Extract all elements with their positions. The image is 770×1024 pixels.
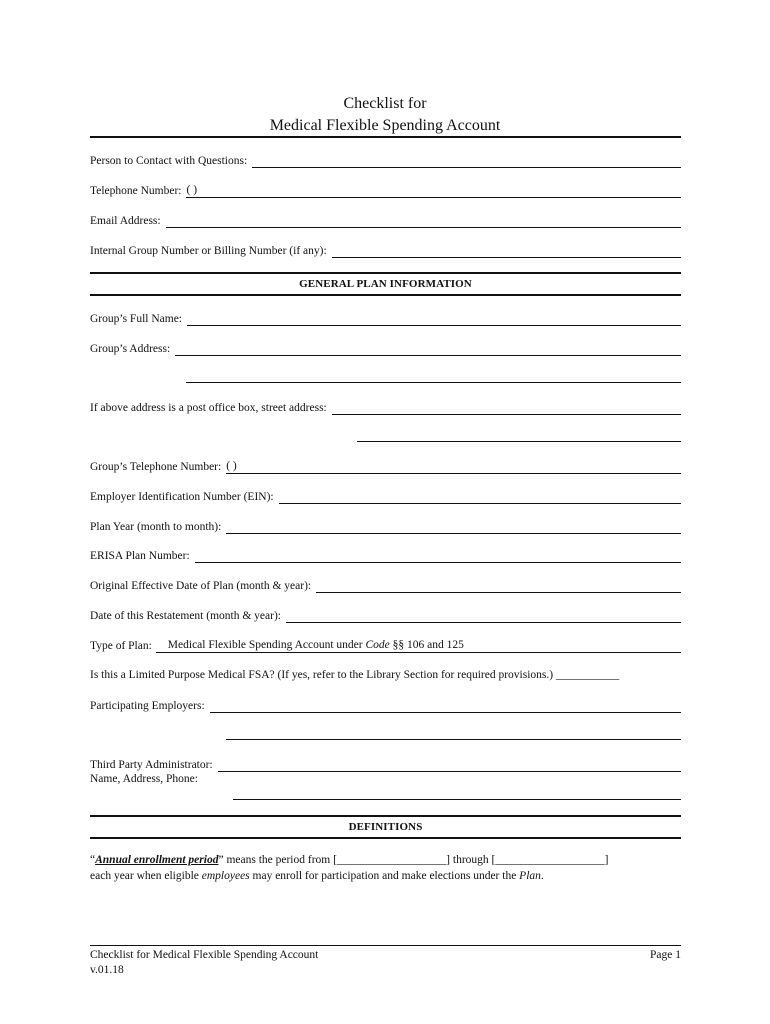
group-telephone-field (90, 458, 681, 474)
definition-text-pre: each year when eligible (90, 870, 202, 882)
footer-document-title: Checklist for Medical Flexible Spending Account (90, 949, 319, 961)
annual-enrollment-term: Annual enrollment period (95, 854, 219, 866)
participating-employers-label: Participating Employers: (90, 700, 205, 712)
quote-open: “ (90, 854, 96, 866)
ein-input-line[interactable] (279, 490, 681, 504)
original-effective-date-field (90, 577, 681, 593)
tpa-label-line2: Name, Address, Phone: (90, 773, 198, 785)
erisa-plan-number-label: ERISA Plan Number: (90, 550, 190, 562)
tpa-field (90, 756, 681, 772)
contact-person-field (90, 152, 681, 168)
type-of-plan-value (168, 639, 464, 652)
type-of-plan-label: Type of Plan: (90, 640, 152, 652)
limited-purpose-fsa-question: Is this a Limited Purpose Medical FSA? (If yes, refer to the Library Section for required provisions.) ___________ (90, 669, 620, 681)
po-box-street-input-line[interactable] (332, 401, 681, 415)
definition-employees-term: employees (201, 870, 250, 882)
ein-label: Employer Identification Number (EIN): (90, 491, 274, 503)
group-full-name-label: Group’s Full Name: (90, 313, 182, 325)
group-address-label: Group’s Address: (90, 343, 171, 355)
footer-page-number: Page 1 (650, 949, 681, 961)
po-box-street-input-line-2[interactable] (357, 441, 681, 442)
email-field (90, 212, 681, 228)
telephone-label: Telephone Number: (90, 185, 182, 197)
type-of-plan-value-post: §§ 106 and 125 (389, 639, 464, 651)
group-number-label: Internal Group Number or Billing Number (if any): (90, 245, 327, 257)
telephone-input-line[interactable] (186, 184, 681, 198)
general-plan-info-heading: GENERAL PLAN INFORMATION (90, 272, 681, 296)
title-divider (90, 136, 681, 138)
group-full-name-input-line[interactable] (187, 312, 681, 326)
tpa-input-line-2[interactable] (233, 799, 681, 800)
participating-employers-input-line-2[interactable] (226, 739, 681, 740)
annual-enrollment-definition-line1 (90, 852, 681, 868)
group-address-input-line[interactable] (175, 342, 681, 356)
contact-person-label: Person to Contact with Questions: (90, 155, 248, 167)
contact-person-input-line[interactable] (252, 154, 681, 168)
group-telephone-input-line[interactable] (226, 460, 681, 474)
annual-enrollment-text1: means the period from [___________________] through [___________________] (223, 854, 609, 866)
original-effective-date-input-line[interactable] (316, 579, 681, 593)
email-input-line[interactable] (166, 214, 681, 228)
type-of-plan-value-code: Code (365, 639, 390, 651)
definition-text-mid: may enroll for participation and make elections under the (249, 870, 520, 882)
restatement-date-field (90, 607, 681, 623)
po-box-street-label: If above address is a post office box, street address: (90, 402, 327, 414)
plan-year-label: Plan Year (month to month): (90, 521, 222, 533)
tpa-label-line1: Third Party Administrator: (90, 759, 213, 771)
ein-field (90, 488, 681, 504)
participating-employers-field (90, 697, 681, 713)
type-of-plan-value-pre: Medical Flexible Spending Account under (167, 639, 366, 651)
plan-year-input-line[interactable] (226, 520, 681, 534)
definition-text-end: . (540, 870, 544, 882)
tpa-input-line[interactable] (218, 758, 681, 772)
restatement-date-input-line[interactable] (286, 609, 681, 623)
group-number-input-line[interactable] (332, 244, 681, 258)
po-box-street-field (90, 399, 681, 415)
plan-year-field (90, 518, 681, 534)
group-address-field (90, 340, 681, 356)
telephone-area-code: ( ) (186, 184, 198, 196)
group-address-input-line-2[interactable] (186, 382, 681, 383)
type-of-plan-field (90, 637, 681, 653)
definitions-heading: DEFINITIONS (90, 815, 681, 839)
erisa-plan-number-field (90, 547, 681, 563)
footer-version: v.01.18 (90, 964, 124, 976)
group-telephone-label: Group’s Telephone Number: (90, 461, 222, 473)
original-effective-date-label: Original Effective Date of Plan (month & year): (90, 580, 312, 592)
group-telephone-area-code: ( ) (226, 460, 237, 472)
annual-enrollment-definition-line2 (90, 868, 681, 884)
document-title-line2: Medical Flexible Spending Account (269, 117, 501, 134)
email-label: Email Address: (90, 215, 161, 227)
document-title-line1: Checklist for (343, 95, 427, 112)
footer-divider (90, 945, 681, 946)
participating-employers-input-line[interactable] (210, 699, 681, 713)
definition-plan-term: Plan (519, 870, 541, 882)
group-full-name-field (90, 310, 681, 326)
type-of-plan-input-line[interactable] (156, 639, 681, 653)
quote-close: ” (218, 854, 224, 866)
group-number-field (90, 242, 681, 258)
erisa-plan-number-input-line[interactable] (195, 549, 681, 563)
telephone-field (90, 182, 681, 198)
restatement-date-label: Date of this Restatement (month & year): (90, 610, 281, 622)
